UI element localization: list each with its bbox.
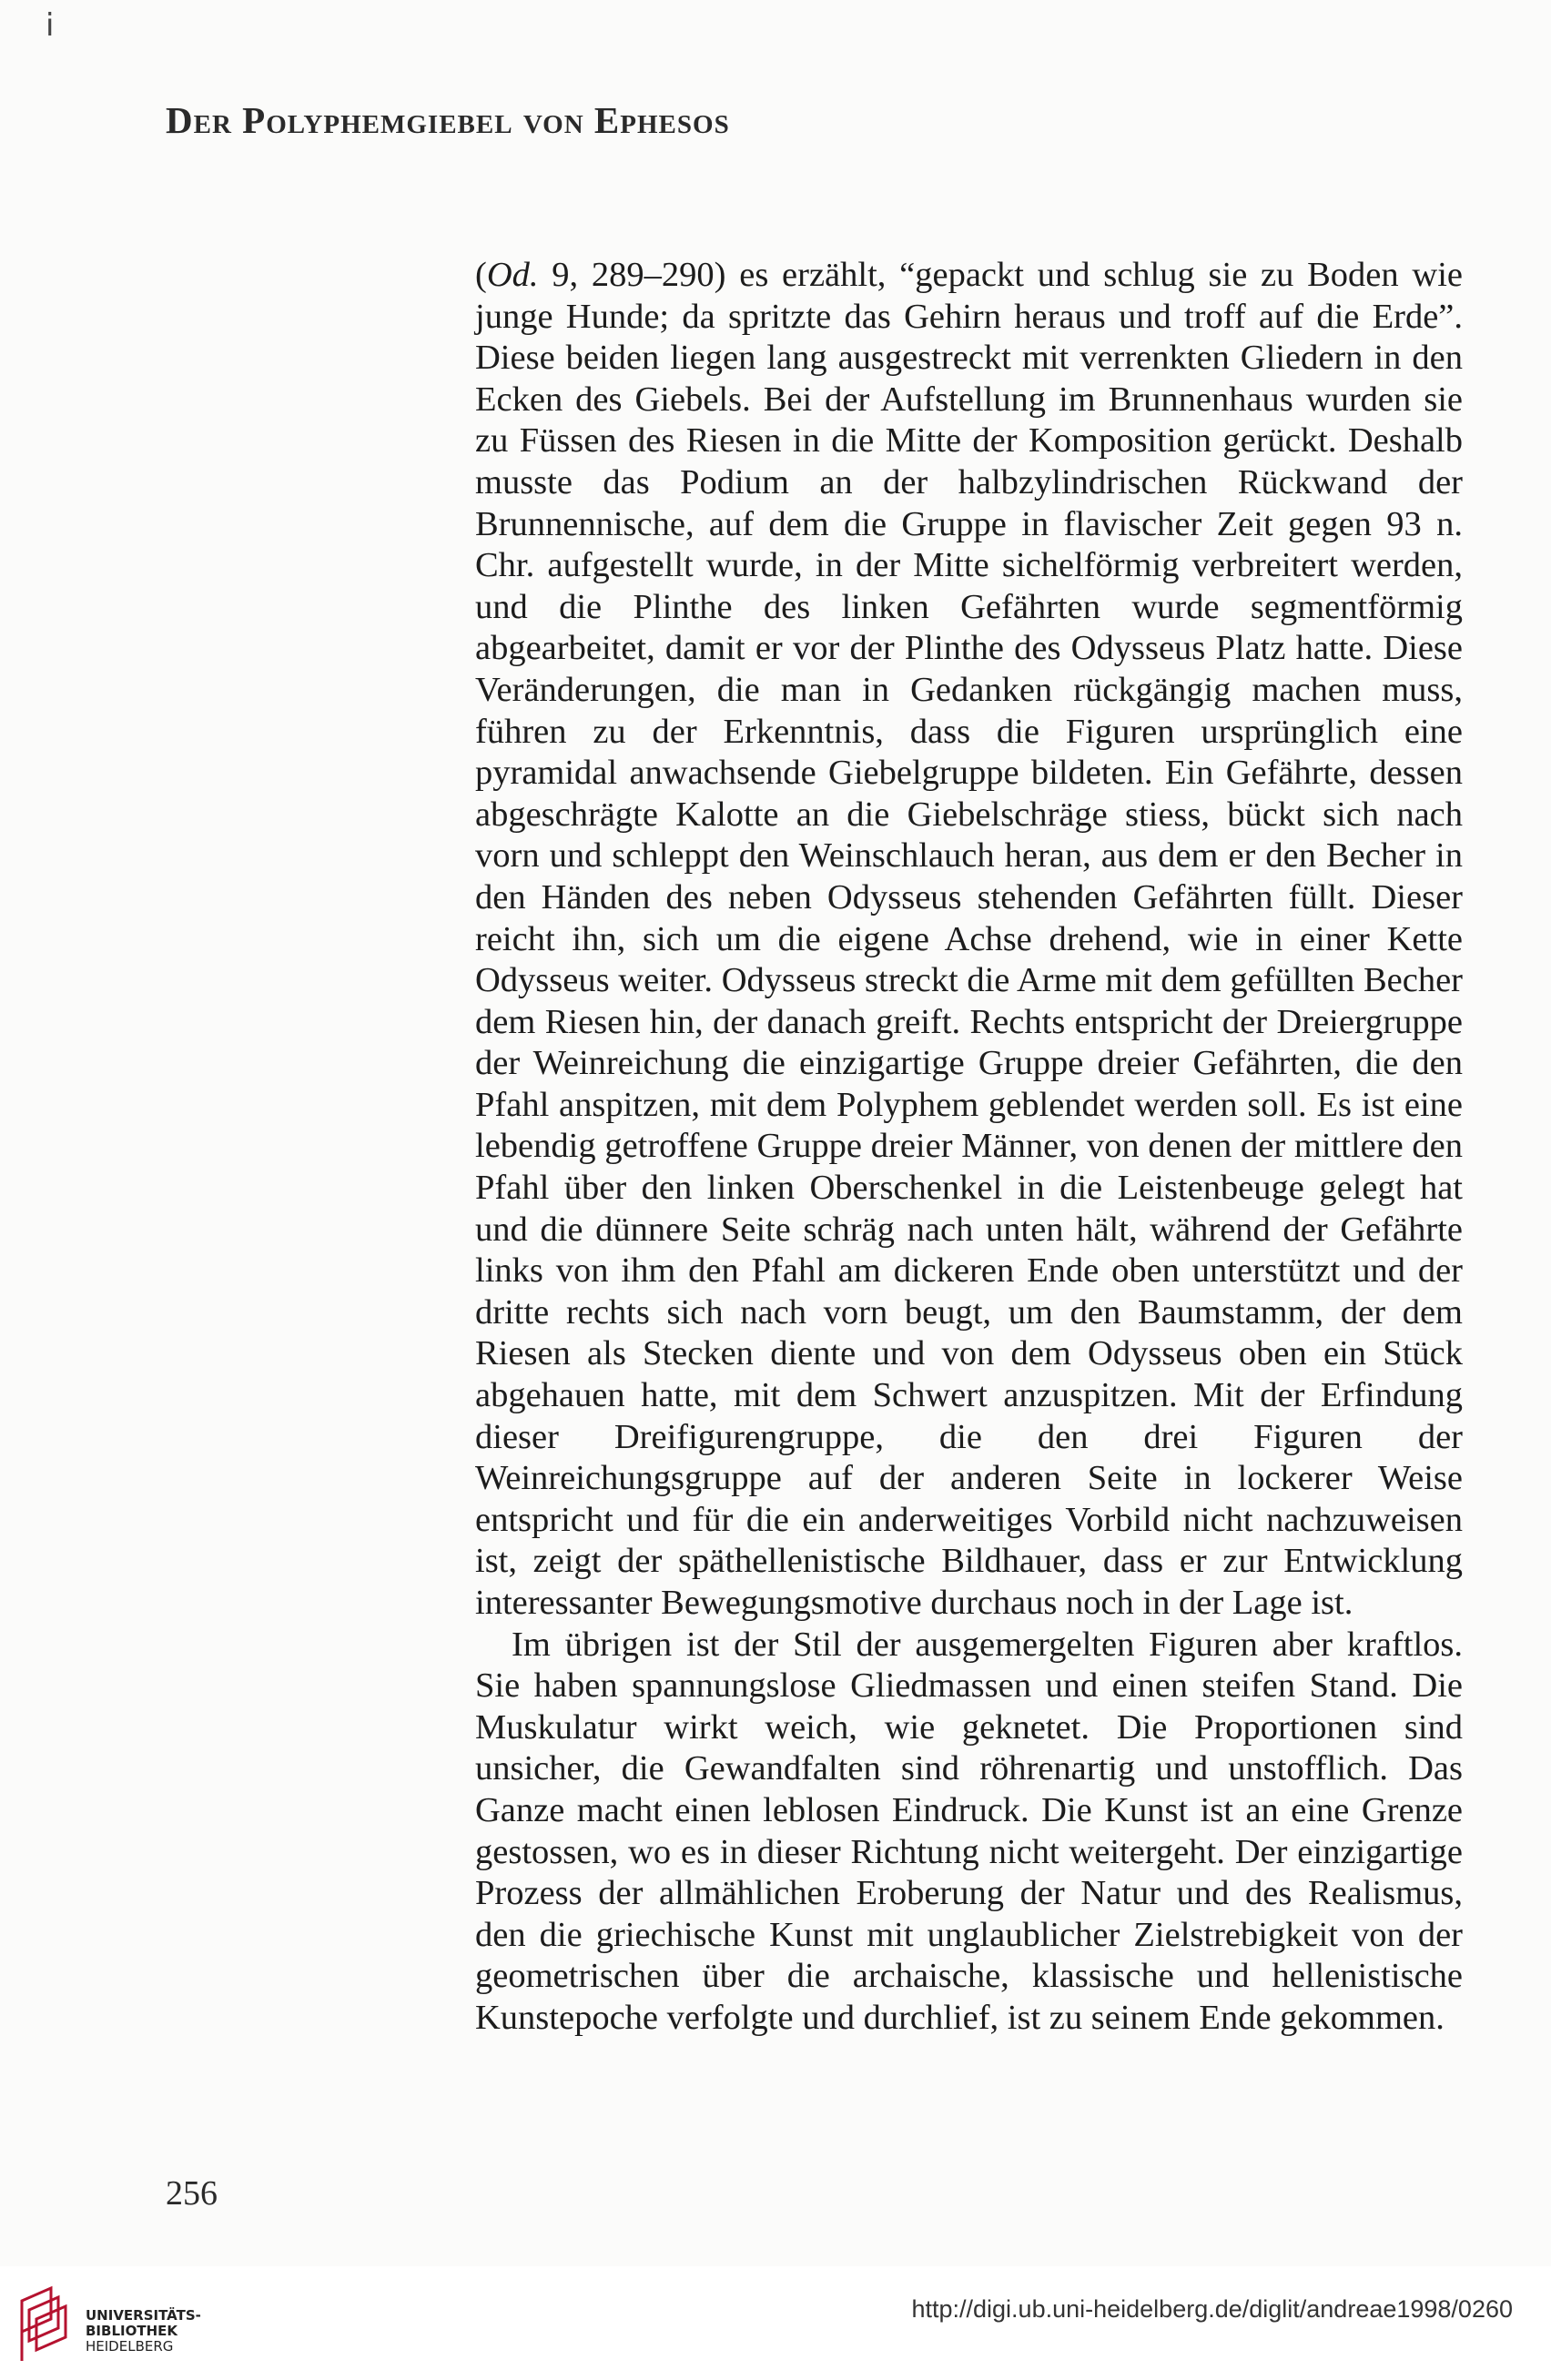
body-text	[475, 255, 1463, 2040]
running-head: Der Polyphemgiebel von Ephesos	[166, 99, 730, 141]
logo-line-3: HEIDELBERG	[86, 2338, 174, 2355]
footer-bar	[0, 2266, 1551, 2380]
p1-open-paren: (	[475, 256, 487, 294]
source-url-link[interactable]: http://digi.ub.uni-heidelberg.de/diglit/andreae1998/0260	[911, 2295, 1513, 2323]
corner-mark: i	[46, 7, 55, 44]
page-number: 256	[166, 2174, 218, 2213]
paragraph-1	[475, 255, 1463, 1625]
logo-line-1: UNIVERSITÄTS-	[86, 2307, 201, 2324]
p1-text: 9, 289–290) es erzählt, “gepackt und schlug sie zu Boden wie junge Hunde; da spritzte das Gehirn heraus und troff auf die Erde”. Diese beiden liegen lang ausgestreckt mit verrenkten Gliedern in den Ecken des Giebels. Bei der Aufstellung im Brunnenhaus wurden sie zu Füssen des Riesen in die Mitte der Komposition gerückt. Deshalb musste das Podium an der halbzylindrischen Rückwand der Brunnennische, auf dem die Gruppe in flavischer Zeit gegen 93 n. Chr. aufgestellt wurde, in der Mitte sichelförmig verbreitert werden, und die Plinthe des linken Gefährten wurde segmentförmig abgearbeitet, damit er vor der Plinthe des Odysseus Platz hatte. Diese Veränderungen, die man in Gedanken rückgängig machen muss, führen zu der Erkenntnis, dass die Figuren ursprünglich eine pyramidal anwachsende Giebelgruppe bildeten. Ein Gefährte, dessen abgeschrägte Kalotte an die Giebelschräge stiess, bückt sich nach vorn und schleppt den Weinschlauch heran, aus dem er den Becher in den Händen des neben Odysseus stehenden Gefährten füllt. Dieser reicht ihn, sich um die eigene Achse drehend, wie in einer Kette Odysseus weiter. Odysseus streckt die Arme mit dem gefüllten Becher dem Riesen hin, der danach greift. Rechts entspricht der Dreiergruppe der Weinreichung die einzigartige Gruppe dreier Gefährten, die den Pfahl anspitzen, mit dem Polyphem geblendet werden soll. Es ist eine lebendig getroffene Gruppe dreier Männer, von denen der mittlere den Pfahl über den linken Oberschenkel in die Leistenbeuge gelegt hat und die dünnere Seite schräg nach unten hält, während der Gefährte links von ihm den Pfahl am dickeren Ende oben unterstützt und der dritte rechts sich nach vorn beugt, um den Baumstamm, der dem Riesen als Stecken diente und von dem Odysseus oben ein Stück abgehauen hatte, mit dem Schwert anzuspitzen. Mit der Erfindung dieser Dreifigurengruppe, die den drei Figuren der Weinreichungsgruppe auf der anderen Seite in lockerer Weise entspricht und für die ein anderweitiges Vorbild nicht nachzuweisen ist, zeigt der späthellenistische Bildhauer, dass er zur Entwicklung interessanter Bewegungsmotive durchaus noch in der Lage ist.	[475, 256, 1463, 1622]
paragraph-2: Im übrigen ist der Stil der ausgemergelten Figuren aber kraftlos. Sie haben spannungslose Gliedmassen und einen steifen Stand. Die Muskulatur wirkt weich, wie geknetet. Die Proportionen sind unsicher, die Gewandfalten sind röhrenartig und unstofflich. Das Ganze macht einen leblosen Eindruck. Die Kunst ist an eine Grenze gestossen, wo es in dieser Richtung nicht weitergeht. Der einzigartige Prozess der allmählichen Eroberung der Natur und des Realismus, den die griechische Kunst mit unglaublicher Zielstrebigkeit von der geometrischen über die archaische, klassische und hellenistische Kunstepoche verfolgte und durchlief, ist zu seinem Ende gekommen.	[475, 1625, 1463, 2037]
library-logo-text	[86, 2308, 201, 2355]
p1-italic-ref: Od.	[486, 256, 539, 294]
library-logo-icon	[16, 2283, 80, 2365]
library-logo[interactable]	[16, 2283, 217, 2365]
logo-line-2: BIBLIOTHEK	[86, 2323, 177, 2339]
